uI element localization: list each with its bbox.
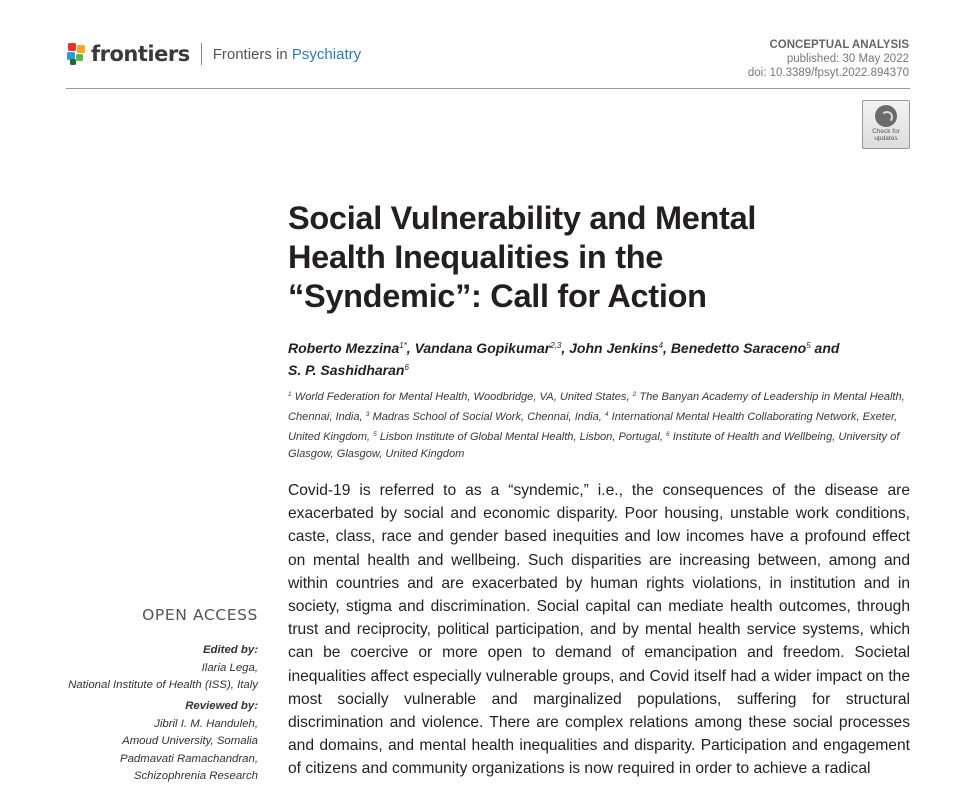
affiliations <box>288 386 913 463</box>
affil-text: World Federation for Mental Health, Woodbridge, VA, United States, <box>294 391 630 403</box>
affil-text: Institute of Health and Wellbeing, University of Glasgow, Glasgow, United Kingdom <box>288 431 900 460</box>
journal-name[interactable] <box>213 46 361 63</box>
title-line: Social Vulnerability and Mental <box>288 200 757 236</box>
frontiers-logo[interactable] <box>66 42 361 66</box>
reviewer-name: Jibril I. M. Handuleh, <box>154 717 258 730</box>
badge-label-1: Check for <box>872 128 900 135</box>
reviewed-by-label: Reviewed by: <box>185 700 258 712</box>
editor-name: Ilaria Lega, <box>201 661 258 674</box>
affil-text: Lisbon Institute of Global Mental Health, Lisbon, Portugal, <box>379 431 663 443</box>
author-sep: , <box>663 340 671 356</box>
logo-wordmark: frontiers <box>91 42 190 66</box>
published-date: published: 30 May 2022 <box>786 53 909 65</box>
author-name[interactable]: Roberto Mezzina <box>288 340 400 356</box>
author-sep: , <box>561 340 570 356</box>
logo-divider <box>201 43 202 65</box>
author-affil-sup: 2,3 <box>550 341 562 350</box>
article-meta <box>748 38 909 80</box>
author-affil-sup: 5 <box>806 341 811 350</box>
badge-label-2: updates <box>874 135 898 142</box>
frontiers-logo-icon <box>66 42 88 66</box>
journal-accent: Psychiatry <box>291 45 362 63</box>
author-list <box>288 336 913 380</box>
affil-sup: 1 <box>288 391 292 398</box>
author-affil-sup: 6 <box>404 363 409 372</box>
reviewer-name: Padmavati Ramachandran, <box>119 752 258 765</box>
article-title <box>288 199 888 316</box>
header-divider <box>66 88 910 89</box>
affil-sup: 2 <box>632 391 637 398</box>
affil-sup: 5 <box>373 431 377 438</box>
open-access-label: OPEN ACCESS <box>142 606 258 624</box>
check-updates-icon <box>875 105 897 127</box>
affil-sup: 4 <box>604 411 609 418</box>
reviewer-affiliation: Amoud University, Somalia <box>122 735 258 747</box>
reviewer-affiliation: Schizophrenia Research <box>133 770 258 782</box>
author-name[interactable]: John Jenkins <box>569 340 659 356</box>
article-type: CONCEPTUAL ANALYSIS <box>769 39 909 51</box>
edited-by-section <box>18 642 258 695</box>
affil-text: International Mental Health Collaborating Network, Exeter, United Kingdom, <box>288 411 898 443</box>
check-for-updates-button[interactable] <box>862 100 910 149</box>
author-affil-sup: 4 <box>658 341 664 350</box>
author-name[interactable]: Vandana Gopikumar <box>414 340 551 356</box>
reviewed-by-section <box>18 698 258 786</box>
author-sep: and <box>810 340 840 356</box>
abstract-text: Covid-19 is referred to as a “syndemic,” i.e., the consequences of the disease are exacerbated by social and economic disparity. Poor housing, unstable work conditions, caste, class, race and gender based inequities and low incomes have a profound effect on mental health and wellbeing. Such disparities are increasing between, among and within countries and are exacerbated by human rights violations, in institution and in society, stigma and discrimination. Social capital can mediate health outcomes, through trust and reciprocity, political participation, and by mental health service systems, which can be coercive or more open to demand of emancipation and freedom. Societal inequalities affect especially vulnerable groups, and Covid itself had a wider impact on the most socially vulnerable and marginalized populations, suffering for structural discrimination and violence. There are complex relations among these social processes and domains, and mental health inequalities and disparity. Participation and engagement of citizens and community organizations is now required in order to achieve a radical <box>288 482 910 778</box>
doi[interactable]: doi: 10.3389/fpsyt.2022.894370 <box>747 67 909 79</box>
author-name[interactable]: Benedetto Saraceno <box>670 340 807 356</box>
title-line: Health Inequalities in the <box>288 239 664 275</box>
author-sep: , <box>406 340 415 356</box>
affil-text: The Banyan Academy of Leadership in Mental Health, Chennai, India, <box>288 391 905 423</box>
affil-sup: 3 <box>365 411 370 418</box>
author-affil-sup: 1* <box>399 341 407 350</box>
journal-prefix: Frontiers in <box>212 45 292 63</box>
author-name[interactable]: S. P. Sashidharan <box>288 362 405 378</box>
affil-sup: 6 <box>666 431 670 438</box>
editor-affiliation: National Institute of Health (ISS), Italy <box>68 679 258 691</box>
affil-text: Madras School of Social Work, Chennai, India, <box>372 411 602 423</box>
edited-by-label: Edited by: <box>202 644 258 656</box>
title-line: “Syndemic”: Call for Action <box>288 278 707 314</box>
